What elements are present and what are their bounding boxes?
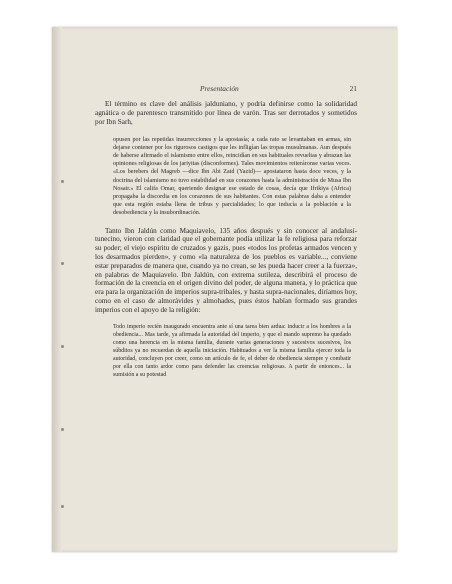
block-quote: opusen por las repetidas insurrecciones y la apostasía; a cada rato se levantaban en armas, sin dejarse contener por los rigurosos castigos que les infligían las tropas musulmanas. Aun después de haberse afirmado el islamismo entre ellos, reincidían en sus habituales revueltas y abrazan las opiniones religiosas de los jariyitas (disconformes). Tales movimientos reiteráronse varias veces. «Los berebers del Magreb —dice Ibn Abi Zaid (Yazid)— apostataron hasta doce veces, y la doctrina del islamismo no tuvo estabilidad en sus corazones hasta la administración de Musa Ibn Nosair.» El califa Omar, queriendo designar ese estado de cosas, decía que Ifrikiya (Africa) propagaba la discordia en los corazones de sus habitantes. Con estas palabras daba a entender que esta región estaba llena de tribus y parcialidades; lo que inducía a la población a la desobediencia y la insubordinación. [113, 137, 351, 216]
block-quote: Todo imperio recién inaugurado encuentra ante sí una tarea bien ardua: inducir a los hombres a la obediencia... Mas tarde, ya afirmada la autoridad del imperio, y que el mando supremo ha quedado como una herencia en la misma familia, durante varias generaciones y sucesivos sucesivos, los súbditos ya no recuerdan de aquella iniciación. Habituados a ver la misma familia ejercer toda la autoridad, concluyen por creer, como un artículo de fe, el deber de obediencia siempre y combatir por ella con tanto ardor como para defender las creencias religiosas. A partir de entonces... la sumisión a su potestad [113, 324, 351, 379]
book-spine [52, 27, 62, 552]
running-title: Presentación [200, 84, 239, 93]
page-body [95, 100, 357, 380]
page-number: 21 [349, 84, 357, 93]
binding-stitch [61, 428, 64, 431]
binding-stitch [61, 345, 64, 348]
body-paragraph: Tanto Ibn Jaldún como Maquiavelo, 135 años después y sin conocer al andalusí-tunecino, vieron con claridad que el gobernante podía utilizar la fe religiosa para reforzar su poder; el viejo espíritu de cruzados y gazis, pues «todos los profetas armados vencen y los desarmados pierden», y como «la naturaleza de los pueblos es variable..., conviene estar preparados de manera que, cuando ya no crean, se les pueda hacer creer a la fuerza», en palabras de Maquiavelo. Ibn Jaldún, con extrema sutileza, describirá el proceso de formación de la creencia en el origen divino del poder, de alguna manera, y lo práctica que era para la organización de imperios supra-tribales, y hasta supra-nacionales, diríamos hoy, como en el caso de almorávides y almohades, pues éstos habían formado sus grandes imperios con el apoyo de la religión: [95, 226, 357, 314]
binding-stitch [61, 505, 64, 508]
binding-stitch [61, 180, 64, 183]
running-header [95, 84, 357, 96]
body-paragraph: El término es clave del análisis jalduniano, y podría definirse como la solidaridad agnática o de parentesco transmitido por línea de varón. Tras ser derrotados y sometidos por Ibn Sarh, [95, 100, 357, 126]
binding-stitch [61, 262, 64, 265]
